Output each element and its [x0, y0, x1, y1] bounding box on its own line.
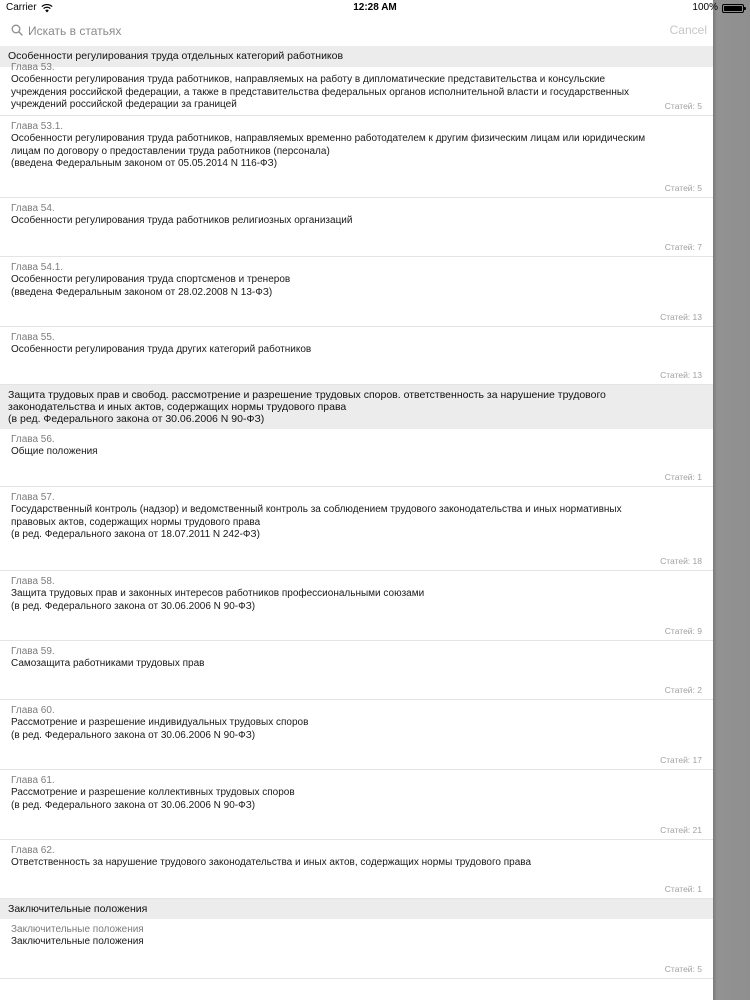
- article-count: Статей: 18: [660, 556, 702, 566]
- article-count: Статей: 17: [660, 755, 702, 765]
- chapter-title: Рассмотрение и разрешение коллективных трудовых споров (в ред. Федерального закона от 30.06.2006 N 90-ФЗ): [11, 787, 295, 811]
- search-input[interactable]: [28, 22, 628, 40]
- chapter-number: Глава 56.: [11, 434, 55, 445]
- chapter-number: Глава 61.: [11, 775, 55, 786]
- chapter-title: Государственный контроль (надзор) и ведомственный контроль за соблюдением трудового законодательства и иных нормативных правовых актов, содержащих нормы трудового права (в ред. Федерального закона от 18.07.2011 N 242-ФЗ): [11, 504, 622, 540]
- chapter-title: Особенности регулирования труда работников, направляемых временно работодателем к другим физическим лицам или юридическим лицам по договору о предоставлении труда работников (персонала) (введена Федеральным законом от 05.05.2014 N 116-ФЗ): [11, 133, 646, 169]
- chapter-title: Защита трудовых прав и законных интересов работников профессиональными союзами (в ред. Федерального закона от 30.06.2006 N 90-ФЗ): [11, 588, 425, 612]
- chapter-row[interactable]: [0, 840, 713, 899]
- chapter-row[interactable]: [0, 641, 713, 700]
- chapter-row[interactable]: [0, 429, 713, 487]
- detail-pane: [713, 0, 750, 1000]
- chapter-number: Глава 53.1.: [11, 121, 64, 132]
- chapter-number: Глава 54.: [11, 203, 55, 214]
- chapter-number: Глава 62.: [11, 845, 55, 856]
- chapter-row[interactable]: [0, 116, 713, 198]
- chapter-title: Самозащита работниками трудовых прав: [11, 658, 205, 669]
- chapter-number: Глава 59.: [11, 646, 55, 657]
- chapter-number: Глава 54.1.: [11, 262, 64, 273]
- chapter-title: Особенности регулирования труда спортсменов и тренеров (введена Федеральным законом от 28.02.2008 N 13-ФЗ): [11, 274, 291, 298]
- carrier-label: Carrier: [6, 2, 37, 13]
- chapter-row[interactable]: [0, 61, 713, 116]
- article-count: Статей: 1: [664, 884, 702, 894]
- article-count: Статей: 7: [664, 242, 702, 252]
- chapter-title: Особенности регулирования труда работников, направляемых на работу в дипломатические представительства и консульские учреждения российской федерации, а также в представительства федеральных органов исполнительной власти и государственных учреждений российской федерации за границей: [11, 74, 630, 110]
- section-header: Заключительные положения: [0, 899, 713, 919]
- section-header: Особенности регулирования труда отдельных категорий работников: [0, 46, 713, 67]
- chapter-title: Общие положения: [11, 446, 98, 457]
- chapter-title: Заключительные положения: [11, 936, 144, 947]
- chapter-row[interactable]: [0, 327, 713, 385]
- status-bar: [0, 0, 750, 16]
- chapter-row[interactable]: [0, 700, 713, 770]
- article-count: Статей: 5: [664, 101, 702, 111]
- chapter-row[interactable]: [0, 919, 713, 979]
- battery-icon: [722, 4, 744, 13]
- article-count: Статей: 13: [660, 370, 702, 380]
- article-count: Статей: 5: [664, 964, 702, 974]
- article-count: Статей: 1: [664, 472, 702, 482]
- battery-percent: 100%: [692, 2, 718, 13]
- article-count: Статей: 5: [664, 183, 702, 193]
- search-bar: [0, 16, 713, 46]
- chapter-row[interactable]: [0, 257, 713, 327]
- chapter-number: Глава 53.: [11, 62, 55, 73]
- article-count: Статей: 9: [664, 626, 702, 636]
- chapter-title: Ответственность за нарушение трудового законодательства и иных актов, содержащих нормы трудового права: [11, 857, 532, 868]
- chapter-row[interactable]: [0, 198, 713, 257]
- chapter-number: Глава 60.: [11, 705, 55, 716]
- cancel-button[interactable]: Cancel: [669, 23, 707, 37]
- article-count: Статей: 13: [660, 312, 702, 322]
- chapter-list: [0, 46, 713, 979]
- chapter-number: Глава 57.: [11, 492, 55, 503]
- chapter-number: Глава 58.: [11, 576, 55, 587]
- chapter-row[interactable]: [0, 770, 713, 840]
- chapter-title: Особенности регулирования труда других категорий работников: [11, 344, 312, 355]
- chapter-row[interactable]: [0, 487, 713, 571]
- chapter-title: Особенности регулирования труда работников религиозных организаций: [11, 215, 353, 226]
- article-count: Статей: 2: [664, 685, 702, 695]
- article-count: Статей: 21: [660, 825, 702, 835]
- section-header: Защита трудовых прав и свобод. рассмотрение и разрешение трудовых споров. ответственность за нарушение трудового законодательства и иных актов, содержащих нормы трудового права (в ред. Федерального закона от 30.06.2006 N 90-ФЗ): [0, 385, 713, 429]
- chapter-title: Рассмотрение и разрешение индивидуальных трудовых споров (в ред. Федерального закона от 30.06.2006 N 90-ФЗ): [11, 717, 309, 741]
- chapter-number: Глава 55.: [11, 332, 55, 343]
- clock: 12:28 AM: [353, 2, 397, 13]
- chapter-number: Заключительные положения: [11, 924, 144, 935]
- search-icon: [11, 24, 23, 36]
- chapter-row[interactable]: [0, 571, 713, 641]
